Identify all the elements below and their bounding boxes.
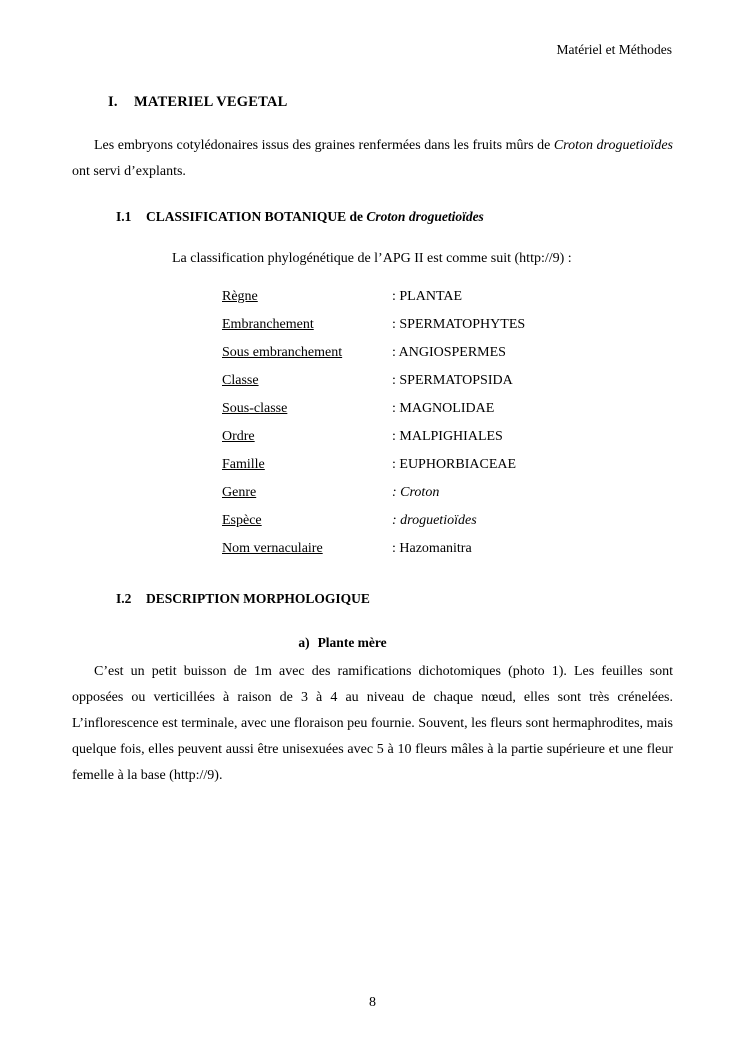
rank-value: : Hazomanitra [392,541,472,556]
running-head: Matériel et Méthodes [556,42,672,57]
rank-label: Genre [222,485,257,500]
subsection-title-species: Croton droguetioïdes [366,209,484,224]
subitem-letter: a) [298,635,310,650]
table-row [222,373,525,401]
table-row [222,541,525,569]
rank-label: Ordre [222,429,255,444]
rank-value: : Croton [392,485,440,500]
subitem-heading [72,635,673,651]
subsection-title-text: CLASSIFICATION BOTANIQUE de [146,209,367,224]
subsection-heading-description [72,591,673,607]
table-row [222,317,525,345]
description-paragraph: C’est un petit buisson de 1m avec des ramifications dichotomiques (photo 1). Les feuilles sont opposées ou verticillées à raison de 3 à 4 au niveau de chaque nœud, elles sont très crénelées. L’inflorescence est terminale, avec une floraison peu fournie. Souvent, les fleurs sont hermaphrodites, mais quelque fois, elles peuvent aussi être unisexuées avec 5 à 10 fleurs mâles à la partie supérieure et une fleur femelle à la base (http://9). [72,664,673,783]
section-title-text: MATERIEL VEGETAL [134,94,288,110]
page-number: 8 [369,995,376,1010]
intro-text-part2: ont servi d’explants. [72,164,186,179]
rank-label: Sous-classe [222,401,288,416]
subsection-title-text: DESCRIPTION MORPHOLOGIQUE [146,591,370,606]
table-row [222,513,525,541]
rank-value: : ANGIOSPERMES [392,345,506,360]
rank-value: : SPERMATOPSIDA [392,373,513,388]
classification-intro: La classification phylogénétique de l’APG II est comme suit (http://9) : [172,251,572,266]
table-row [222,457,525,485]
rank-value: : MALPIGHIALES [392,429,503,444]
subsection-heading-classification [72,209,673,225]
classification-table [222,289,525,569]
rank-label: Espèce [222,513,262,528]
section-heading [72,94,673,111]
rank-label: Nom vernaculaire [222,541,323,556]
subsection-number: I.1 [116,209,132,224]
rank-value: : EUPHORBIACEAE [392,457,517,472]
table-row [222,401,525,429]
rank-value: : PLANTAE [392,289,463,304]
species-name-italic: Croton droguetioïdes [553,138,673,153]
table-row [222,289,525,317]
table-row [222,345,525,373]
section-intro-paragraph [72,133,673,185]
table-row [222,485,525,513]
subitem-title-text: Plante mère [317,635,387,650]
rank-label: Sous embranchement [222,345,343,360]
rank-label: Règne [222,289,258,304]
section-number: I. [108,94,118,110]
table-row [222,429,525,457]
rank-label: Classe [222,373,259,388]
intro-text-part1: Les embryons cotylédonaires issus des graines renfermées dans les fruits mûrs de [94,138,554,153]
rank-value: : MAGNOLIDAE [392,401,495,416]
rank-label: Famille [222,457,265,472]
rank-label: Embranchement [222,317,314,332]
rank-value: : SPERMATOPHYTES [392,317,526,332]
rank-value: : droguetioïdes [392,513,477,528]
subsection-number: I.2 [116,591,132,606]
